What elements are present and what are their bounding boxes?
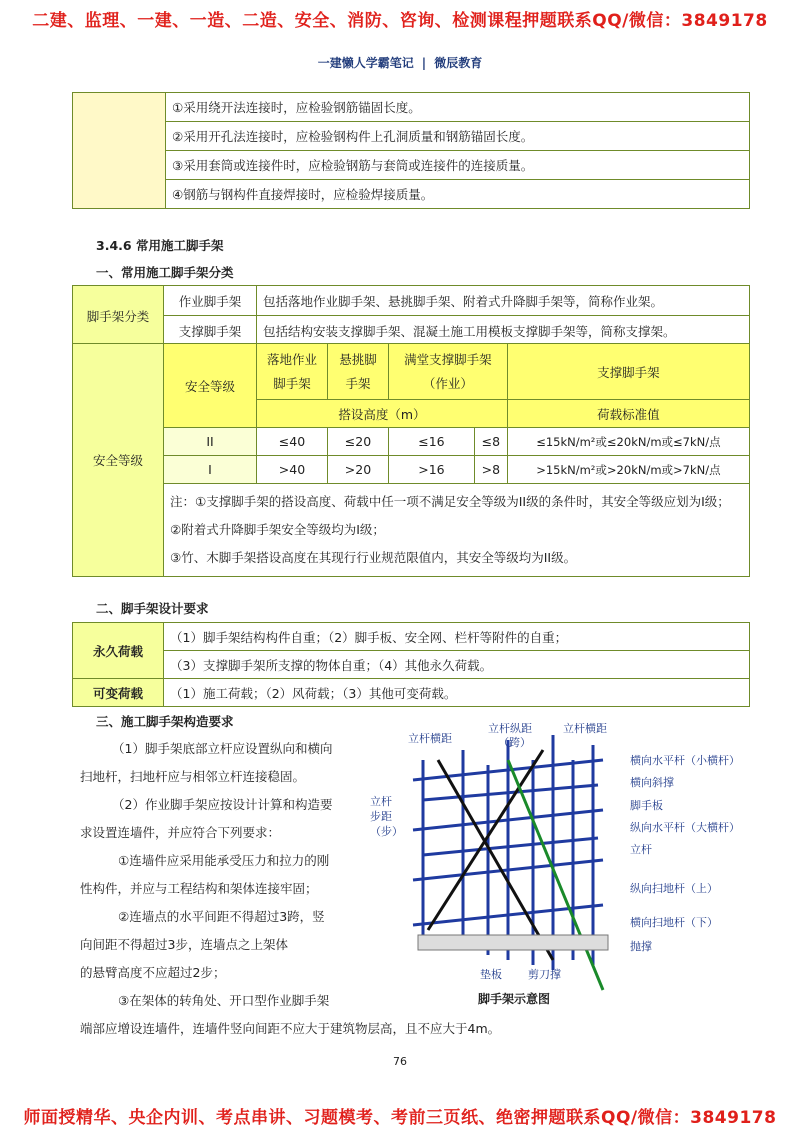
bottom-banner: 师面授精华、央企内训、考点串讲、习题模考、考前三页纸、绝密押题联系QQ/微信：3849178: [23, 1108, 777, 1128]
page-number: 76: [393, 1055, 407, 1068]
value-cell: >8: [474, 456, 507, 484]
anchorage-row: ②采用开孔法连接时，应检验钢构件上孔洞质量和钢筋锚固长度。: [166, 122, 750, 151]
variable-load-label: 可变荷载: [73, 679, 164, 707]
label-l4: 立杆横距: [563, 722, 607, 735]
label-r4: 纵向水平杆（大横杆）: [630, 821, 740, 834]
safety-label: 安全等级: [73, 344, 164, 577]
construct-line: 向间距不得超过3步，连墙点之上架体: [80, 937, 288, 952]
label-r2: 横向斜撑: [630, 776, 674, 789]
construct-line: 求设置连墙件，并应符合下列要求：: [80, 825, 281, 840]
note-2: ②附着式升降脚手架安全等级均为I级；: [170, 522, 385, 537]
col-cantilever: 悬挑脚手架: [328, 344, 389, 400]
permanent-load-line: （3）支撑脚手架所支撑的物体自重；（4）其他永久荷载。: [164, 651, 750, 679]
top-banner: 二建、监理、一建、一造、二造、安全、消防、咨询、检测课程押题联系QQ/微信：3849178: [32, 11, 768, 31]
classify-name: 支撑脚手架: [164, 316, 257, 346]
note-1: 注：①支撑脚手架的搭设高度、荷载中任一项不满足安全等级为II级的条件时，其安全等级应划为I级；: [170, 494, 730, 509]
value-cell: >40: [257, 456, 328, 484]
label-r5: 立杆: [630, 843, 652, 856]
label-left1: 立杆: [370, 795, 392, 808]
anchorage-row: ①采用绕开法连接时，应检验钢筋锚固长度。: [166, 93, 750, 122]
safety-notes: [164, 484, 750, 577]
classify-table: [72, 285, 750, 346]
value-cell: ≤20: [328, 428, 389, 456]
diagonal-brace: [508, 760, 603, 990]
construct-line: 端部应增设连墙件，连墙件竖向间距不应大于建筑物层高，且不应大于4m。: [80, 1021, 501, 1036]
value-cell: ≤16: [389, 428, 475, 456]
grade-cell: II: [164, 428, 257, 456]
section-title: 3.4.6 常用施工脚手架: [96, 238, 224, 253]
label-l3: （跨）: [498, 736, 531, 749]
label-left2: 步距: [370, 810, 392, 823]
page-header: [0, 54, 800, 71]
subsection-title-3: 三、施工脚手架构造要求: [96, 714, 234, 729]
classify-desc: 包括结构安装支撑脚手架、混凝土施工用模板支撑脚手架等，简称支撑架。: [257, 316, 750, 346]
construct-line: ③在架体的转角处、开口型作业脚手架: [118, 993, 330, 1008]
permanent-load-label: 永久荷载: [73, 623, 164, 679]
anchorage-row: ③采用套筒或连接件时，应检验钢筋与套筒或连接件的连接质量。: [166, 151, 750, 180]
construct-line: ②连墙点的水平间距不得超过3跨，竖: [118, 909, 325, 924]
construct-line: （1）脚手架底部立杆应设置纵向和横向: [112, 741, 333, 756]
construct-line: ①连墙件应采用能承受压力和拉力的刚: [118, 853, 330, 868]
col-full: 满堂支撑脚手架（作业）: [389, 344, 508, 400]
value-cell: ≤15kN/m²或≤20kN/m或≤7kN/点: [507, 428, 749, 456]
subsection-title-2: 二、脚手架设计要求: [96, 601, 209, 616]
value-cell: >20: [328, 456, 389, 484]
col-support: 支撑脚手架: [507, 344, 749, 400]
label-r7: 横向扫地杆（下）: [630, 916, 718, 929]
col-ground: 落地作业脚手架: [257, 344, 328, 400]
label-l1: 立杆横距: [408, 732, 452, 745]
height-header: 搭设高度（m）: [257, 400, 508, 428]
variable-load-line: （1）施工荷载；（2）风荷载；（3）其他可变荷载。: [164, 679, 750, 707]
classify-desc: 包括落地作业脚手架、悬挑脚手架、附着式升降脚手架等，简称作业架。: [257, 286, 750, 316]
label-l2: 立杆纵距: [488, 722, 532, 735]
construct-line: （2）作业脚手架应按设计计算和构造要: [112, 797, 333, 812]
value-cell: ≤8: [474, 428, 507, 456]
label-r8: 抛撑: [630, 940, 652, 953]
safety-table: [72, 343, 750, 577]
classify-name: 作业脚手架: [164, 286, 257, 316]
label-r3: 脚手板: [630, 799, 663, 812]
value-cell: >16: [389, 456, 475, 484]
diagram-caption: 脚手架示意图: [478, 992, 551, 1006]
note-3: ③竹、木脚手架搭设高度在其现行行业规范限值内，其安全等级均为II级。: [170, 550, 577, 565]
grade-cell: I: [164, 456, 257, 484]
load-header: 荷载标准值: [507, 400, 749, 428]
label-b2: 剪刀撑: [528, 968, 561, 981]
base-plate: [418, 935, 608, 950]
value-cell: ≤40: [257, 428, 328, 456]
header-separator: |: [421, 56, 427, 70]
anchorage-table: [72, 92, 750, 209]
label-b1: 垫板: [480, 968, 502, 981]
header-left: 一建懒人学霸笔记: [317, 56, 414, 70]
scaffold-diagram: [368, 720, 768, 1020]
permanent-load-line: （1）脚手架结构构件自重；（2）脚手板、安全网、栏杆等附件的自重；: [164, 623, 750, 651]
label-r6: 纵向扫地杆（上）: [630, 882, 718, 895]
anchorage-blank-cell: [73, 93, 166, 209]
classify-label: 脚手架分类: [73, 286, 164, 346]
subsection-title-1: 一、常用施工脚手架分类: [96, 265, 234, 280]
construct-line: 的悬臂高度不应超过2步；: [80, 965, 226, 980]
construct-line: 扫地杆，扫地杆应与相邻立杆连接稳固。: [80, 769, 306, 784]
value-cell: >15kN/m²或>20kN/m或>7kN/点: [507, 456, 749, 484]
construct-line: 性构件，并应与工程结构和架体连接牢固；: [80, 881, 318, 896]
header-right: 微辰教育: [434, 56, 483, 70]
label-r1: 横向水平杆（小横杆）: [630, 754, 740, 767]
loads-table: [72, 622, 750, 707]
col-grade: 安全等级: [164, 344, 257, 428]
anchorage-row: ④钢筋与钢构件直接焊接时，应检验焊接质量。: [166, 180, 750, 209]
label-left3: （步）: [370, 825, 403, 838]
